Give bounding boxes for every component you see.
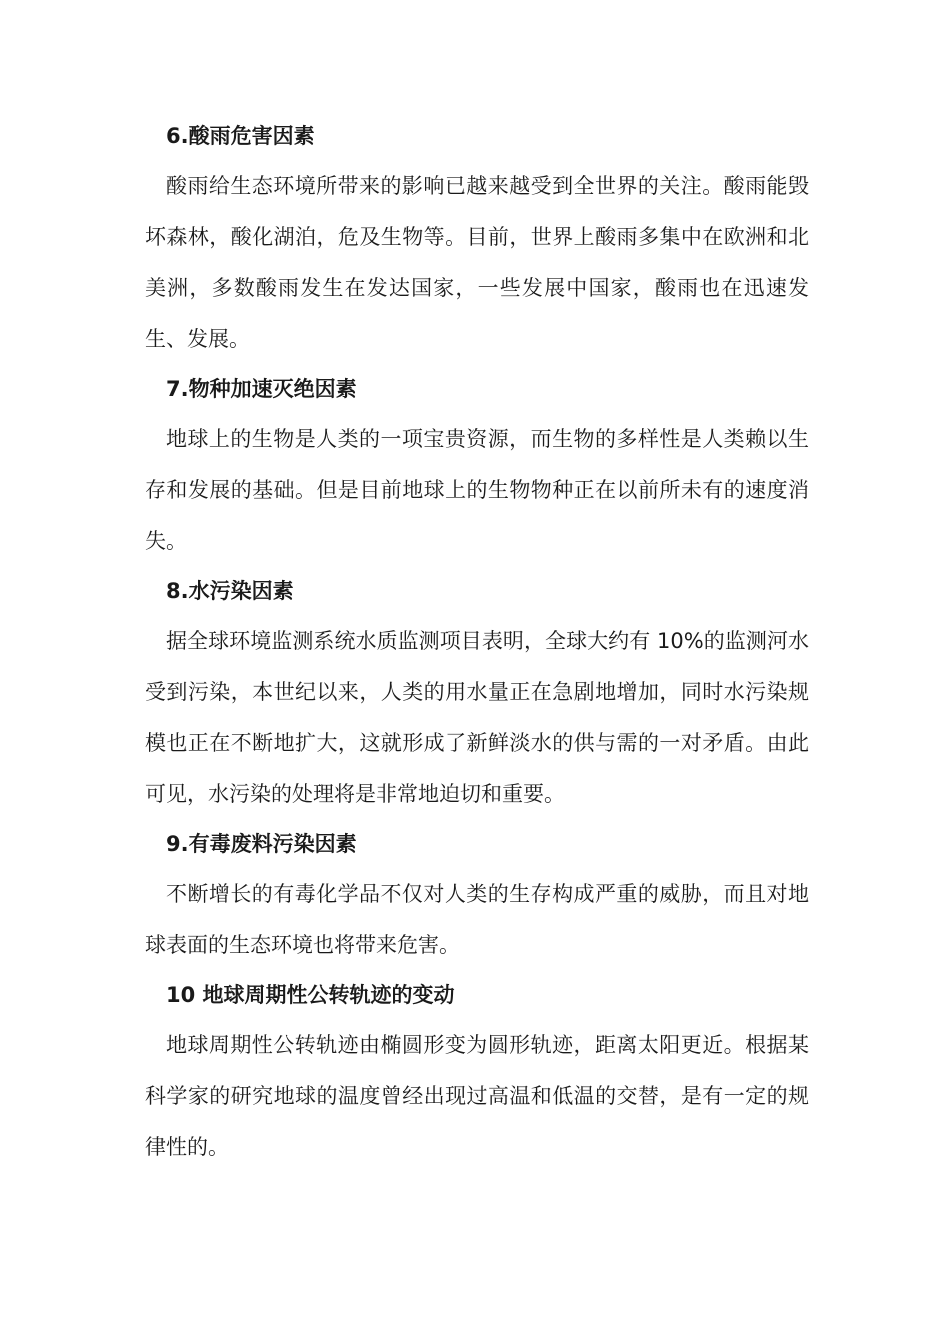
- paragraph-line: 据全球环境监测系统水质监测项目表明，全球大约有 10%的监测: [166, 629, 767, 653]
- section-toxic-waste: [145, 820, 809, 971]
- section-heading: 10 地球周期性公转轨迹的变动: [166, 983, 455, 1007]
- paragraph-line: 度消失。: [145, 478, 810, 553]
- paragraph-line: 的规律性的。: [145, 1084, 810, 1159]
- section-acid-rain: [145, 112, 809, 365]
- section-heading: 9.有毒废料污染因素: [166, 832, 357, 856]
- paragraph-line: 酸雨给生态环境所带来的影响已越来越受到全世界的关注。酸雨能: [166, 174, 788, 198]
- paragraph-line: 生存和发展的基础。但是目前地球上的生物物种正在以前所未有的速: [145, 427, 809, 502]
- section-water-pollution: [145, 567, 809, 820]
- section-heading: 6.酸雨危害因素: [166, 124, 315, 148]
- paragraph-line: 某科学家的研究地球的温度曾经出现过高温和低温的交替，是有一定: [145, 1033, 809, 1108]
- section-orbit-change: [145, 971, 809, 1173]
- document-page: [145, 112, 809, 1173]
- section-paragraph: [145, 1020, 809, 1173]
- section-paragraph: [145, 414, 809, 567]
- paragraph-line: 盾。由此可见，水污染的处理将是非常地迫切和重要。: [145, 731, 810, 806]
- paragraph-line: 速发生、发展。: [145, 276, 810, 351]
- paragraph-line: 不断增长的有毒化学品不仅对人类的生存构成严重的威胁，而且对: [166, 882, 788, 906]
- paragraph-line: 河水受到污染，本世纪以来，人类的用水量正在急剧地增加，同时水: [145, 629, 809, 704]
- section-heading: 8.水污染因素: [166, 579, 294, 603]
- section-paragraph: [145, 161, 809, 365]
- section-paragraph: [145, 869, 809, 971]
- paragraph-line: 地球上的生物是人类的一项宝贵资源，而生物的多样性是人类赖以: [166, 427, 788, 451]
- paragraph-line: 地球周期性公转轨迹由椭圆形变为圆形轨迹，距离太阳更近。根据: [166, 1033, 788, 1057]
- paragraph-line: 和北美洲，多数酸雨发生在发达国家，一些发展中国家，酸雨也在迅: [145, 225, 810, 300]
- section-heading: 7.物种加速灭绝因素: [166, 377, 357, 401]
- section-species-extinction: [145, 365, 809, 567]
- paragraph-line: 地球表面的生态环境也将带来危害。: [145, 882, 809, 957]
- paragraph-line: 污染规模也正在不断地扩大，这就形成了新鲜淡水的供与需的一对矛: [145, 680, 810, 755]
- paragraph-line: 毁坏森林，酸化湖泊，危及生物等。目前，世界上酸雨多集中在欧洲: [145, 174, 809, 249]
- section-paragraph: [145, 616, 809, 820]
